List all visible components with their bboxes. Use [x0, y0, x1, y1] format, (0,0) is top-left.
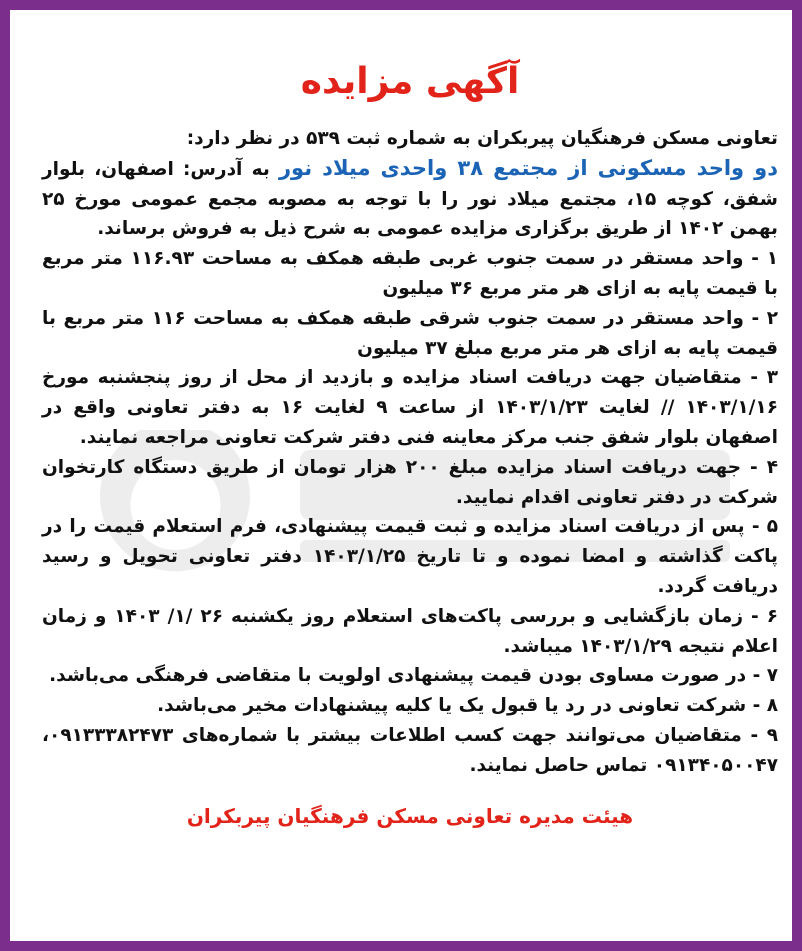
- intro-paragraph: [42, 124, 778, 244]
- page-title: آگهی مزایده: [300, 61, 520, 102]
- list-item: ۷ - در صورت مساوی بودن قیمت پیشنهادی اولویت با متقاضی فرهنگی می‌باشد.: [49, 665, 778, 687]
- list-item: ۱ - واحد مستقر در سمت جنوب غربی طبقه همکف به مساحت ۱۱۶.۹۳ متر مربع با قیمت پایه به ازای هر متر مربع ۳۶ میلیون: [42, 248, 778, 299]
- list-item: ۹ - متقاضیان می‌توانند جهت کسب اطلاعات بیشتر با شماره‌های ۰۹۱۳۳۳۸۲۴۷۳، ۰۹۱۳۴۰۵۰۰۴۷ تماس حاصل نمایند.: [42, 724, 778, 776]
- highlight-text: دو واحد مسکونی از مجتمع ۳۸ واحدی میلاد نور: [278, 155, 778, 180]
- signature-footer: هیئت مدیره تعاونی مسکن فرهنگیان پیربکران: [186, 803, 634, 828]
- intro-text: تعاونی مسکن فرهنگیان پیربکران به شماره ثبت ۵۳۹ در نظر دارد:: [186, 128, 778, 149]
- notice-body: [42, 124, 778, 781]
- list-item: ۲ - واحد مستقر در سمت جنوب شرقی طبقه همکف به مساحت ۱۱۶ متر مربع با قیمت پایه به ازای هر متر مربع مبلغ ۳۷ میلیون: [42, 307, 779, 359]
- intro-address-text: به آدرس: اصفهان، بلوار شفق، کوچه ۱۵، مجتمع میلاد نور را با توجه به مصوبه مجمع عمومی مورخ ۲۵ بهمن ۱۴۰۲ از طریق برگزاری مزایده عمومی به شرح ذیل به فروش برساند.: [42, 158, 778, 240]
- list-item: ۳ - متقاضیان جهت دریافت اسناد مزایده و بازدید از محل از روز پنجشنبه مورخ ۱۴۰۳/۱/۱۶ // لغایت ۱۴۰۳/۱/۲۳ از ساعت ۹ لغایت ۱۶ به دفتر تعاونی واقع در اصفهان بلوار شفق جنب مرکز معاینه فنی دفتر شرکت تعاونی مراجعه نمایند.: [42, 367, 779, 448]
- list-item: ۴ - جهت دریافت اسناد مزایده مبلغ ۲۰۰ هزار تومان از طریق دستگاه کارتخوان شرکت در دفتر تعاونی اقدام نمایید.: [42, 456, 778, 508]
- list-item: ۸ - شرکت تعاونی در رد یا قبول یک یا کلیه پیشنهادات مخیر می‌باشد.: [157, 695, 778, 717]
- list-item: ۶ - زمان بازگشایی و بررسی پاکت‌های استعلام روز یکشنبه ۲۶ /۱/ ۱۴۰۳ و زمان اعلام نتیجه ۱۴۰۳/۱/۲۹ میباشد.: [42, 605, 778, 657]
- notice-content: [20, 20, 802, 951]
- list-item: ۵ - پس از دریافت اسناد مزایده و ثبت قیمت پیشنهادی، فرم استعلام قیمت را در پاکت گذاشته و امضا نموده و تا تاریخ ۱۴۰۳/۱/۲۵ دفتر تعاونی تحویل و رسید دریافت گردد.: [42, 516, 778, 597]
